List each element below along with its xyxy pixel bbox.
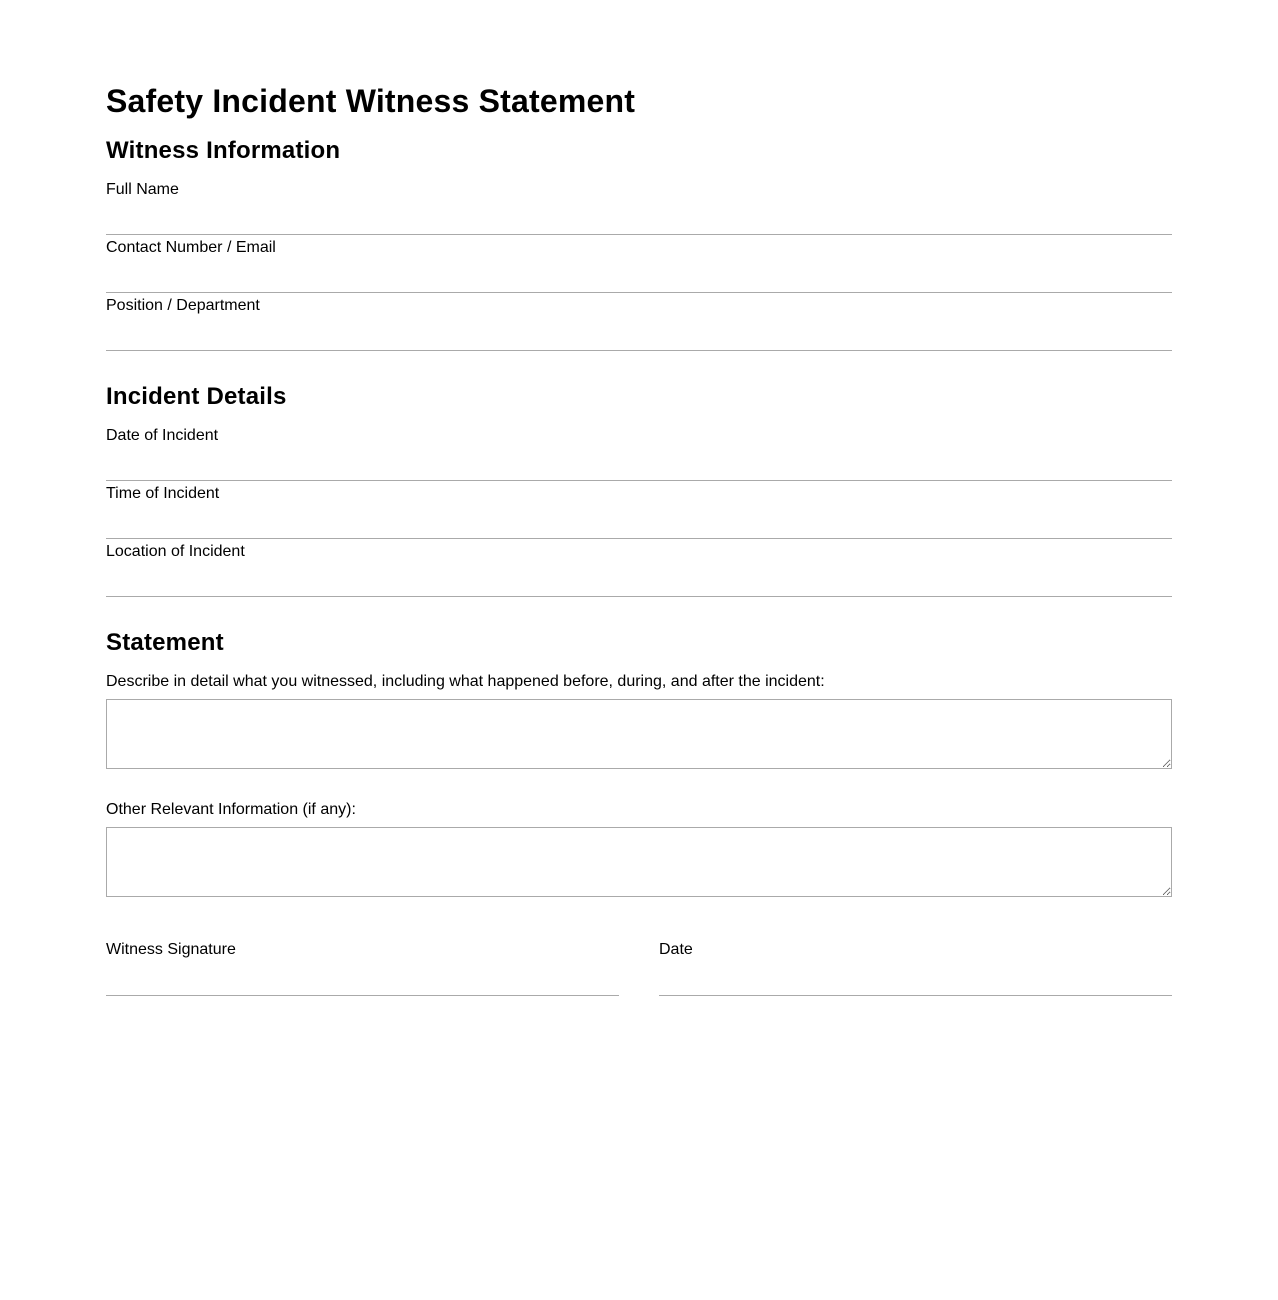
full-name-label: Full Name	[106, 181, 179, 198]
signature-date-label: Date	[659, 941, 693, 958]
other-info-textarea[interactable]	[106, 827, 1172, 897]
full-name-input[interactable]	[106, 207, 1172, 235]
witness-signature-label: Witness Signature	[106, 941, 236, 958]
position-input[interactable]	[106, 323, 1172, 351]
position-label: Position / Department	[106, 297, 260, 314]
incident-time-label: Time of Incident	[106, 485, 220, 502]
witness-signature-input[interactable]	[106, 968, 619, 996]
contact-label: Contact Number / Email	[106, 239, 276, 256]
incident-date-input[interactable]	[106, 453, 1172, 481]
page-title: Safety Incident Witness Statement	[106, 83, 636, 119]
incident-location-input[interactable]	[106, 569, 1172, 597]
signature-date-input[interactable]	[659, 968, 1172, 996]
incident-location-label: Location of Incident	[106, 543, 245, 560]
contact-input[interactable]	[106, 265, 1172, 293]
section-heading-witness-information: Witness Information	[106, 137, 341, 164]
incident-time-input[interactable]	[106, 511, 1172, 539]
section-heading-statement: Statement	[106, 629, 224, 656]
other-info-label: Other Relevant Information (if any):	[106, 801, 356, 818]
statement-description-textarea[interactable]	[106, 699, 1172, 769]
statement-description-label: Describe in detail what you witnessed, including what happened before, during, and after the incident:	[106, 673, 825, 690]
section-heading-incident-details: Incident Details	[106, 383, 287, 410]
incident-date-label: Date of Incident	[106, 427, 219, 444]
